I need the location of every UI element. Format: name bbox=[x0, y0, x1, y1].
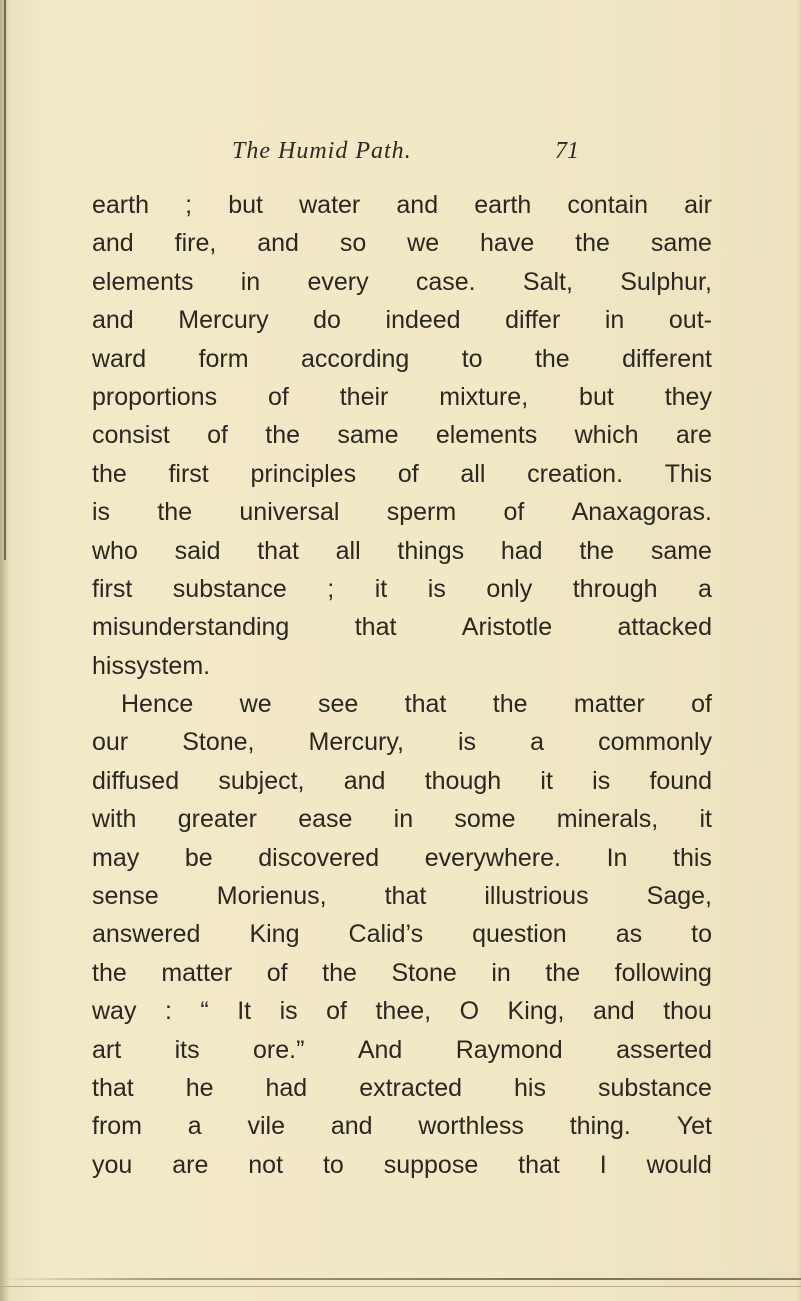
word: as bbox=[615, 920, 643, 949]
word: case. bbox=[415, 267, 476, 296]
word: are bbox=[172, 1150, 209, 1179]
word: Calid’s bbox=[348, 920, 424, 949]
text-line bbox=[92, 762, 712, 800]
word: sperm bbox=[386, 498, 457, 527]
word: first bbox=[92, 574, 133, 603]
word: it bbox=[540, 766, 553, 795]
word: you bbox=[92, 1150, 133, 1179]
word: universal bbox=[239, 498, 340, 527]
text-line bbox=[92, 608, 712, 646]
word: earth bbox=[474, 191, 532, 219]
word: out- bbox=[668, 306, 712, 335]
word: It bbox=[237, 997, 252, 1026]
word: contain bbox=[567, 191, 649, 219]
word: creation. bbox=[527, 459, 624, 488]
word: that bbox=[404, 690, 447, 719]
word: said bbox=[174, 536, 221, 565]
word: had bbox=[500, 536, 543, 565]
word: and bbox=[92, 306, 134, 335]
word: ; bbox=[327, 574, 335, 603]
word: Sage, bbox=[646, 882, 712, 911]
word: do bbox=[313, 306, 341, 335]
word: following bbox=[614, 958, 712, 987]
word: the bbox=[579, 536, 615, 565]
word: of bbox=[207, 421, 228, 450]
word: discovered bbox=[258, 843, 380, 872]
word: extracted bbox=[359, 1073, 463, 1102]
word: who bbox=[92, 536, 138, 565]
word: Sulphur, bbox=[620, 267, 712, 296]
bottom-edge-rule-secondary bbox=[0, 1286, 801, 1287]
text-line bbox=[92, 954, 712, 992]
word: is bbox=[457, 728, 477, 757]
word: “ bbox=[200, 997, 209, 1026]
word: Morienus, bbox=[216, 882, 327, 911]
word: may bbox=[92, 843, 140, 872]
word: to bbox=[691, 920, 712, 949]
word: : bbox=[164, 997, 172, 1026]
word: O bbox=[459, 997, 480, 1026]
word: is bbox=[592, 766, 611, 795]
word: of bbox=[397, 459, 419, 488]
word: which bbox=[574, 421, 639, 450]
bottom-edge-rule bbox=[0, 1278, 801, 1280]
word: though bbox=[424, 766, 502, 795]
text-line bbox=[92, 493, 712, 531]
word: all bbox=[460, 459, 486, 488]
text-line bbox=[92, 378, 712, 416]
word: see bbox=[317, 690, 359, 719]
word: ; bbox=[185, 191, 193, 219]
word: substance bbox=[597, 1073, 712, 1102]
word: of bbox=[691, 690, 712, 719]
word: a bbox=[530, 728, 545, 757]
word: the bbox=[545, 958, 581, 987]
word: matter bbox=[573, 690, 645, 719]
word: the bbox=[534, 344, 570, 373]
word: King bbox=[249, 920, 300, 949]
word: Anaxagoras. bbox=[571, 498, 712, 527]
text-line bbox=[92, 1031, 712, 1069]
text-line bbox=[92, 340, 712, 378]
word: substance bbox=[172, 574, 287, 603]
word: minerals, bbox=[556, 805, 659, 834]
word: that bbox=[518, 1150, 560, 1179]
word: the bbox=[575, 229, 610, 258]
text-line bbox=[92, 455, 712, 493]
word: water bbox=[299, 191, 361, 219]
word: In bbox=[606, 843, 628, 872]
text-line bbox=[92, 186, 712, 224]
word: their bbox=[339, 382, 389, 411]
word: Mercury, bbox=[308, 728, 404, 757]
word: thee, bbox=[375, 997, 432, 1026]
word: the bbox=[492, 690, 528, 719]
text-line bbox=[92, 224, 712, 262]
word: every bbox=[307, 267, 369, 296]
word: ease bbox=[298, 805, 353, 834]
word: different bbox=[622, 344, 712, 373]
word: is bbox=[279, 997, 298, 1026]
word: it bbox=[374, 574, 388, 603]
word: with bbox=[92, 805, 137, 834]
word: and bbox=[92, 229, 134, 258]
word: through bbox=[572, 574, 658, 603]
text-line bbox=[92, 723, 712, 761]
word: Salt, bbox=[522, 267, 573, 296]
running-head bbox=[232, 138, 579, 170]
word: and bbox=[592, 997, 635, 1026]
body-text bbox=[92, 186, 712, 1184]
word: diffused bbox=[92, 766, 180, 795]
word: vile bbox=[247, 1112, 286, 1141]
running-head-title: The Humid Path. bbox=[232, 138, 412, 164]
word: differ bbox=[505, 306, 561, 335]
word: but bbox=[228, 191, 263, 219]
word: system. bbox=[123, 651, 211, 680]
word: the bbox=[92, 958, 127, 987]
word: sense bbox=[92, 882, 159, 911]
text-line bbox=[92, 1069, 712, 1107]
word: ore.” bbox=[253, 1035, 305, 1064]
word: had bbox=[265, 1073, 308, 1102]
word: ward bbox=[92, 344, 147, 373]
word: form bbox=[198, 344, 249, 373]
word: be bbox=[184, 843, 213, 872]
word: subject, bbox=[218, 766, 305, 795]
word: the bbox=[322, 958, 357, 987]
word: mixture, bbox=[439, 382, 529, 411]
word: they bbox=[664, 382, 712, 411]
word: And bbox=[357, 1035, 403, 1064]
word: to bbox=[322, 1150, 344, 1179]
word: same bbox=[650, 536, 712, 565]
word: thou bbox=[663, 997, 712, 1026]
word: not bbox=[248, 1150, 284, 1179]
text-line bbox=[92, 915, 712, 953]
word: all bbox=[335, 536, 361, 565]
word: his bbox=[92, 651, 124, 680]
word: his bbox=[514, 1073, 546, 1102]
word: this bbox=[673, 843, 712, 872]
word: way bbox=[92, 997, 137, 1026]
word: and bbox=[396, 191, 439, 219]
word: some bbox=[454, 805, 516, 834]
word: question bbox=[472, 920, 567, 949]
word: the bbox=[157, 498, 193, 527]
word: of bbox=[326, 997, 347, 1026]
page-right-edge bbox=[797, 0, 801, 1301]
word: in bbox=[393, 805, 414, 834]
text-line bbox=[92, 992, 712, 1030]
word: worthless bbox=[418, 1112, 524, 1141]
text-line bbox=[92, 1107, 712, 1145]
word: everywhere. bbox=[424, 843, 561, 872]
word: consist bbox=[92, 421, 170, 450]
word: are bbox=[675, 421, 712, 450]
word: that bbox=[92, 1073, 134, 1102]
text-line bbox=[92, 1146, 712, 1184]
text-line bbox=[92, 263, 712, 301]
word: that bbox=[257, 536, 299, 565]
word: This bbox=[664, 459, 712, 488]
word: fire, bbox=[174, 229, 217, 258]
word: and bbox=[257, 229, 299, 258]
word: Stone, bbox=[182, 728, 255, 757]
word: matter bbox=[161, 958, 233, 987]
word: Aristotle bbox=[461, 613, 553, 642]
word: found bbox=[649, 766, 712, 795]
word: King, bbox=[507, 997, 565, 1026]
word: that bbox=[384, 882, 427, 911]
word: in bbox=[604, 306, 625, 335]
word: in bbox=[240, 267, 261, 296]
word: I bbox=[599, 1150, 607, 1179]
page-gutter-line bbox=[4, 0, 6, 560]
word: Stone bbox=[391, 958, 457, 987]
word: misunderstanding bbox=[92, 613, 290, 642]
text-line bbox=[92, 647, 712, 685]
word: a bbox=[187, 1112, 202, 1141]
word: principles bbox=[250, 459, 357, 488]
word: is bbox=[92, 498, 111, 527]
word: same bbox=[650, 229, 712, 258]
word: a bbox=[698, 574, 712, 603]
text-line bbox=[92, 800, 712, 838]
word: Raymond bbox=[455, 1035, 563, 1064]
word: of bbox=[267, 382, 289, 411]
text-line bbox=[92, 839, 712, 877]
word: only bbox=[486, 574, 533, 603]
word: we bbox=[239, 690, 272, 719]
word: its bbox=[174, 1035, 200, 1064]
word: to bbox=[461, 344, 483, 373]
word: air bbox=[684, 191, 712, 219]
word: Mercury bbox=[178, 306, 269, 335]
word: proportions bbox=[92, 382, 218, 411]
word: have bbox=[480, 229, 535, 258]
word: we bbox=[407, 229, 440, 258]
word: would bbox=[646, 1150, 712, 1179]
word: so bbox=[339, 229, 367, 258]
word: the bbox=[265, 421, 301, 450]
word: from bbox=[92, 1112, 142, 1141]
word: thing. bbox=[569, 1112, 631, 1141]
word: elements bbox=[435, 421, 538, 450]
word: but bbox=[579, 382, 614, 411]
word: things bbox=[397, 536, 465, 565]
text-line bbox=[92, 877, 712, 915]
word: that bbox=[354, 613, 397, 642]
word: answered bbox=[92, 920, 201, 949]
word: first bbox=[168, 459, 209, 488]
word: Hence bbox=[121, 690, 194, 719]
word: he bbox=[185, 1073, 214, 1102]
word: commonly bbox=[598, 728, 712, 757]
word: according bbox=[300, 344, 410, 373]
word: indeed bbox=[385, 306, 461, 335]
word: art bbox=[92, 1035, 122, 1064]
word: greater bbox=[177, 805, 257, 834]
word: and bbox=[343, 766, 386, 795]
word: it bbox=[699, 805, 712, 834]
text-line bbox=[92, 685, 712, 723]
word: attacked bbox=[617, 613, 712, 642]
word: of bbox=[503, 498, 525, 527]
text-line bbox=[92, 416, 712, 454]
word: illustrious bbox=[484, 882, 589, 911]
word: suppose bbox=[383, 1150, 479, 1179]
word: elements bbox=[92, 267, 194, 296]
page-number: 71 bbox=[555, 138, 579, 164]
word: asserted bbox=[616, 1035, 712, 1064]
text-line bbox=[92, 570, 712, 608]
word: and bbox=[330, 1112, 373, 1141]
word: is bbox=[427, 574, 446, 603]
word: Yet bbox=[676, 1112, 712, 1141]
word: earth bbox=[92, 191, 149, 219]
word: of bbox=[266, 958, 288, 987]
text-line bbox=[92, 532, 712, 570]
word: same bbox=[337, 421, 399, 450]
word: the bbox=[92, 459, 127, 488]
text-line bbox=[92, 301, 712, 339]
word: in bbox=[491, 958, 511, 987]
word: our bbox=[92, 728, 129, 757]
